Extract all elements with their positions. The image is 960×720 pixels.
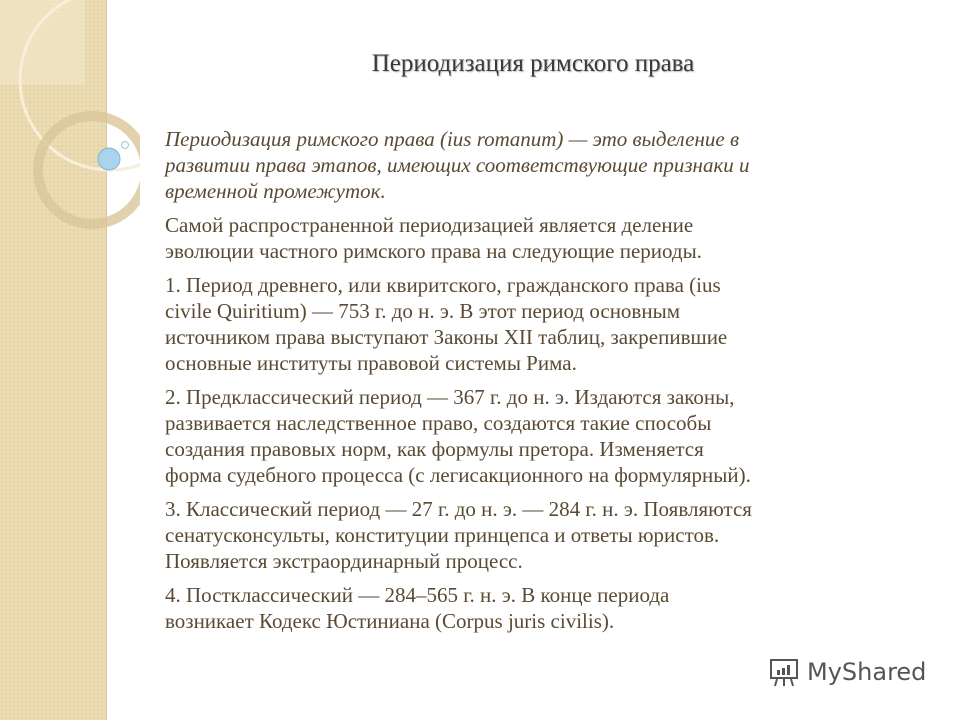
text-line: форма судебного процесса (с легисакционного на формулярный).: [165, 463, 751, 487]
slide-body: [165, 126, 752, 642]
slide-title: Периодизация римского права: [371, 50, 695, 77]
paragraph: [165, 496, 752, 574]
text-line: civile Quiritium) — 753 г. до н. э. В этот период основным: [165, 299, 680, 323]
text-line: 2. Предклассический период — 367 г. до н. э. Издаются законы,: [165, 385, 735, 409]
text-line: развитии права этапов, имеющих соответствующие признаки и: [165, 153, 750, 177]
text-line: эволюции частного римского права на следующие периоды.: [165, 239, 702, 263]
text-line: Периодизация римского права (ius romanum) — это выделение в: [165, 127, 740, 151]
text-line: Самой распространенной периодизацией является деление: [165, 213, 694, 237]
text-line: возникает Кодекс Юстиниана (Corpus juris civilis).: [165, 609, 615, 633]
text-line: источником права выступают Законы XII таблиц, закрепившие: [165, 325, 728, 349]
text-line: развивается наследственное право, создаются такие способы: [165, 411, 712, 435]
text-line: основные институты правовой системы Рима.: [165, 351, 577, 375]
text-line: 3. Классический период — 27 г. до н. э. — 284 г. н. э. Появляются: [165, 497, 752, 521]
text-line: Появляется экстраординарный процесс.: [165, 549, 523, 573]
myshared-watermark: [767, 656, 926, 688]
paragraph: [165, 212, 752, 264]
decorative-circles-icon: [0, 0, 140, 260]
text-line: создания правовых норм, как формулы претора. Изменяется: [165, 437, 704, 461]
text-line: временной промежуток.: [165, 179, 386, 203]
presentation-board-icon: [767, 656, 801, 688]
paragraph: [165, 384, 752, 488]
paragraph: [165, 582, 752, 634]
paragraph: [165, 126, 752, 204]
watermark-text: MyShared: [807, 658, 927, 686]
text-line: сенатусконсульты, конституции принцепса и ответы юристов.: [165, 523, 720, 547]
bubble-icon: [95, 140, 135, 180]
paragraph: [165, 272, 752, 376]
text-line: 4. Постклассический — 284–565 г. н. э. В конце периода: [165, 583, 670, 607]
text-line: 1. Период древнего, или квиритского, гражданского права (ius: [165, 273, 721, 297]
decorative-sidebar: [0, 0, 107, 720]
